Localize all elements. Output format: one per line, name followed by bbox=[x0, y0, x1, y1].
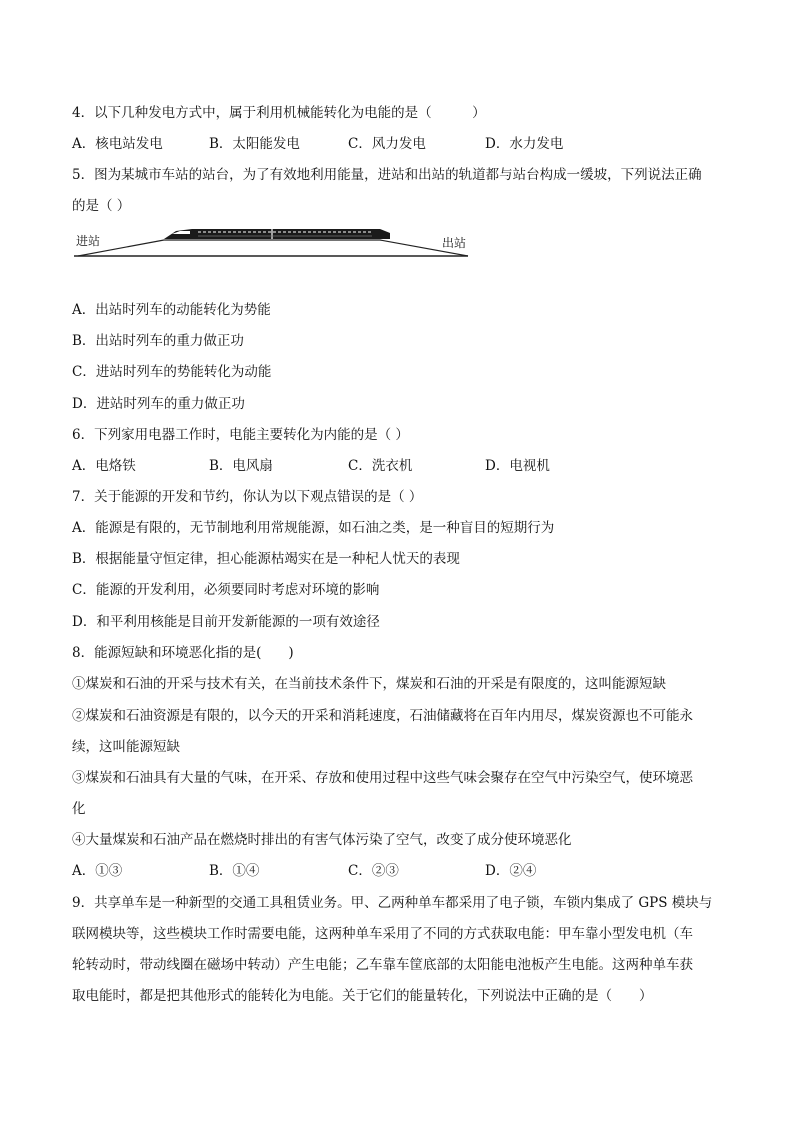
q6-option-b[interactable]: B．电风扇 bbox=[209, 458, 273, 474]
train-icon bbox=[164, 229, 390, 239]
q8-options bbox=[72, 861, 732, 881]
q7-option-c[interactable]: C．能源的开发利用，必须要同时考虑对环境的影响 bbox=[72, 582, 380, 598]
q9-stem-line1: 9．共享单车是一种新型的交通工具租赁业务。甲、乙两种单车都采用了电子锁，车锁内集成了 GPS 模块与 bbox=[72, 895, 713, 911]
q8-option-d[interactable]: D．②④ bbox=[485, 863, 537, 879]
entry-label: 进站 bbox=[76, 234, 101, 248]
q7-option-d[interactable]: D．和平利用核能是目前开发新能源的一项有效途径 bbox=[72, 614, 380, 630]
q5-option-b[interactable]: B．出站时列车的重力做正功 bbox=[72, 333, 244, 349]
q6-stem: 6．下列家用电器工作时，电能主要转化为内能的是（ ） bbox=[72, 427, 409, 443]
platform-slope bbox=[78, 240, 468, 256]
q6-option-c[interactable]: C．洗衣机 bbox=[348, 458, 413, 474]
q5-stem-line1: 5．图为某城市车站的站台，为了有效地利用能量，进站和出站的轨道都与站台构成一缓坡，下列说法正确 bbox=[72, 167, 702, 183]
q4-stem: 4．以下几种发电方式中，属于利用机械能转化为电能的是（ ） bbox=[72, 105, 486, 121]
q5-option-d[interactable]: D．进站时列车的重力做正功 bbox=[72, 396, 245, 412]
q4-option-b[interactable]: B．太阳能发电 bbox=[209, 136, 300, 152]
q8-statement-3-cont: 化 bbox=[72, 801, 86, 817]
q7-stem: 7．关于能源的开发和节约，你认为以下观点错误的是（ ） bbox=[72, 489, 423, 505]
q8-option-c[interactable]: C．②③ bbox=[348, 863, 399, 879]
exit-label: 出站 bbox=[442, 236, 467, 250]
q9-stem-line3: 轮转动时，带动线圈在磁场中转动）产生电能；乙车靠车筐底部的太阳能电池板产生电能。这两种单车获 bbox=[72, 957, 693, 973]
q9-stem-line4: 取电能时，都是把其他形式的能转化为电能。关于它们的能量转化，下列说法中正确的是（ ） bbox=[72, 988, 653, 1004]
q8-statement-2-cont: 续，这叫能源短缺 bbox=[72, 739, 180, 755]
q6-option-d[interactable]: D．电视机 bbox=[485, 458, 550, 474]
q8-statement-3: ③煤炭和石油具有大量的气味，在开采、存放和使用过程中这些气味会聚存在空气中污染空气，使环境恶 bbox=[72, 770, 693, 786]
q8-option-b[interactable]: B．①④ bbox=[209, 863, 260, 879]
q8-option-a[interactable]: A．①③ bbox=[72, 863, 123, 879]
q8-statement-2: ②煤炭和石油资源是有限的，以今天的开采和消耗速度，石油储藏将在百年内用尽，煤炭资源也不可能永 bbox=[72, 708, 693, 724]
q5-option-a[interactable]: A．出站时列车的动能转化为势能 bbox=[72, 302, 271, 318]
q4-option-a[interactable]: A．核电站发电 bbox=[72, 136, 163, 152]
q4-option-c[interactable]: C．风力发电 bbox=[348, 136, 426, 152]
q8-stem: 8．能源短缺和环境恶化指的是( ) bbox=[72, 645, 294, 661]
platform-train-illustration bbox=[72, 222, 472, 262]
q5-option-c[interactable]: C．进站时列车的势能转化为动能 bbox=[72, 364, 272, 380]
q4-options bbox=[72, 134, 732, 154]
q6-options bbox=[72, 456, 732, 476]
q7-option-a[interactable]: A．能源是有限的，无节制地利用常规能源，如石油之类，是一种盲目的短期行为 bbox=[72, 520, 555, 536]
q8-statement-1: ①煤炭和石油的开采与技术有关，在当前技术条件下，煤炭和石油的开采是有限度的，这叫能源短缺 bbox=[72, 676, 666, 692]
q5-stem-line2: 的是（ ） bbox=[72, 198, 131, 214]
q6-option-a[interactable]: A．电烙铁 bbox=[72, 458, 136, 474]
station-platform-figure bbox=[72, 222, 472, 262]
q9-stem-line2: 联网模块等，这些模块工作时需要电能，这两种单车采用了不同的方式获取电能：甲车靠小型发电机（车 bbox=[72, 926, 693, 942]
q4-option-d[interactable]: D．水力发电 bbox=[485, 136, 564, 152]
q7-option-b[interactable]: B．根据能量守恒定律，担心能源枯竭实在是一种杞人忧天的表现 bbox=[72, 551, 460, 567]
q8-statement-4: ④大量煤炭和石油产品在燃烧时排出的有害气体污染了空气，改变了成分使环境恶化 bbox=[72, 832, 572, 848]
